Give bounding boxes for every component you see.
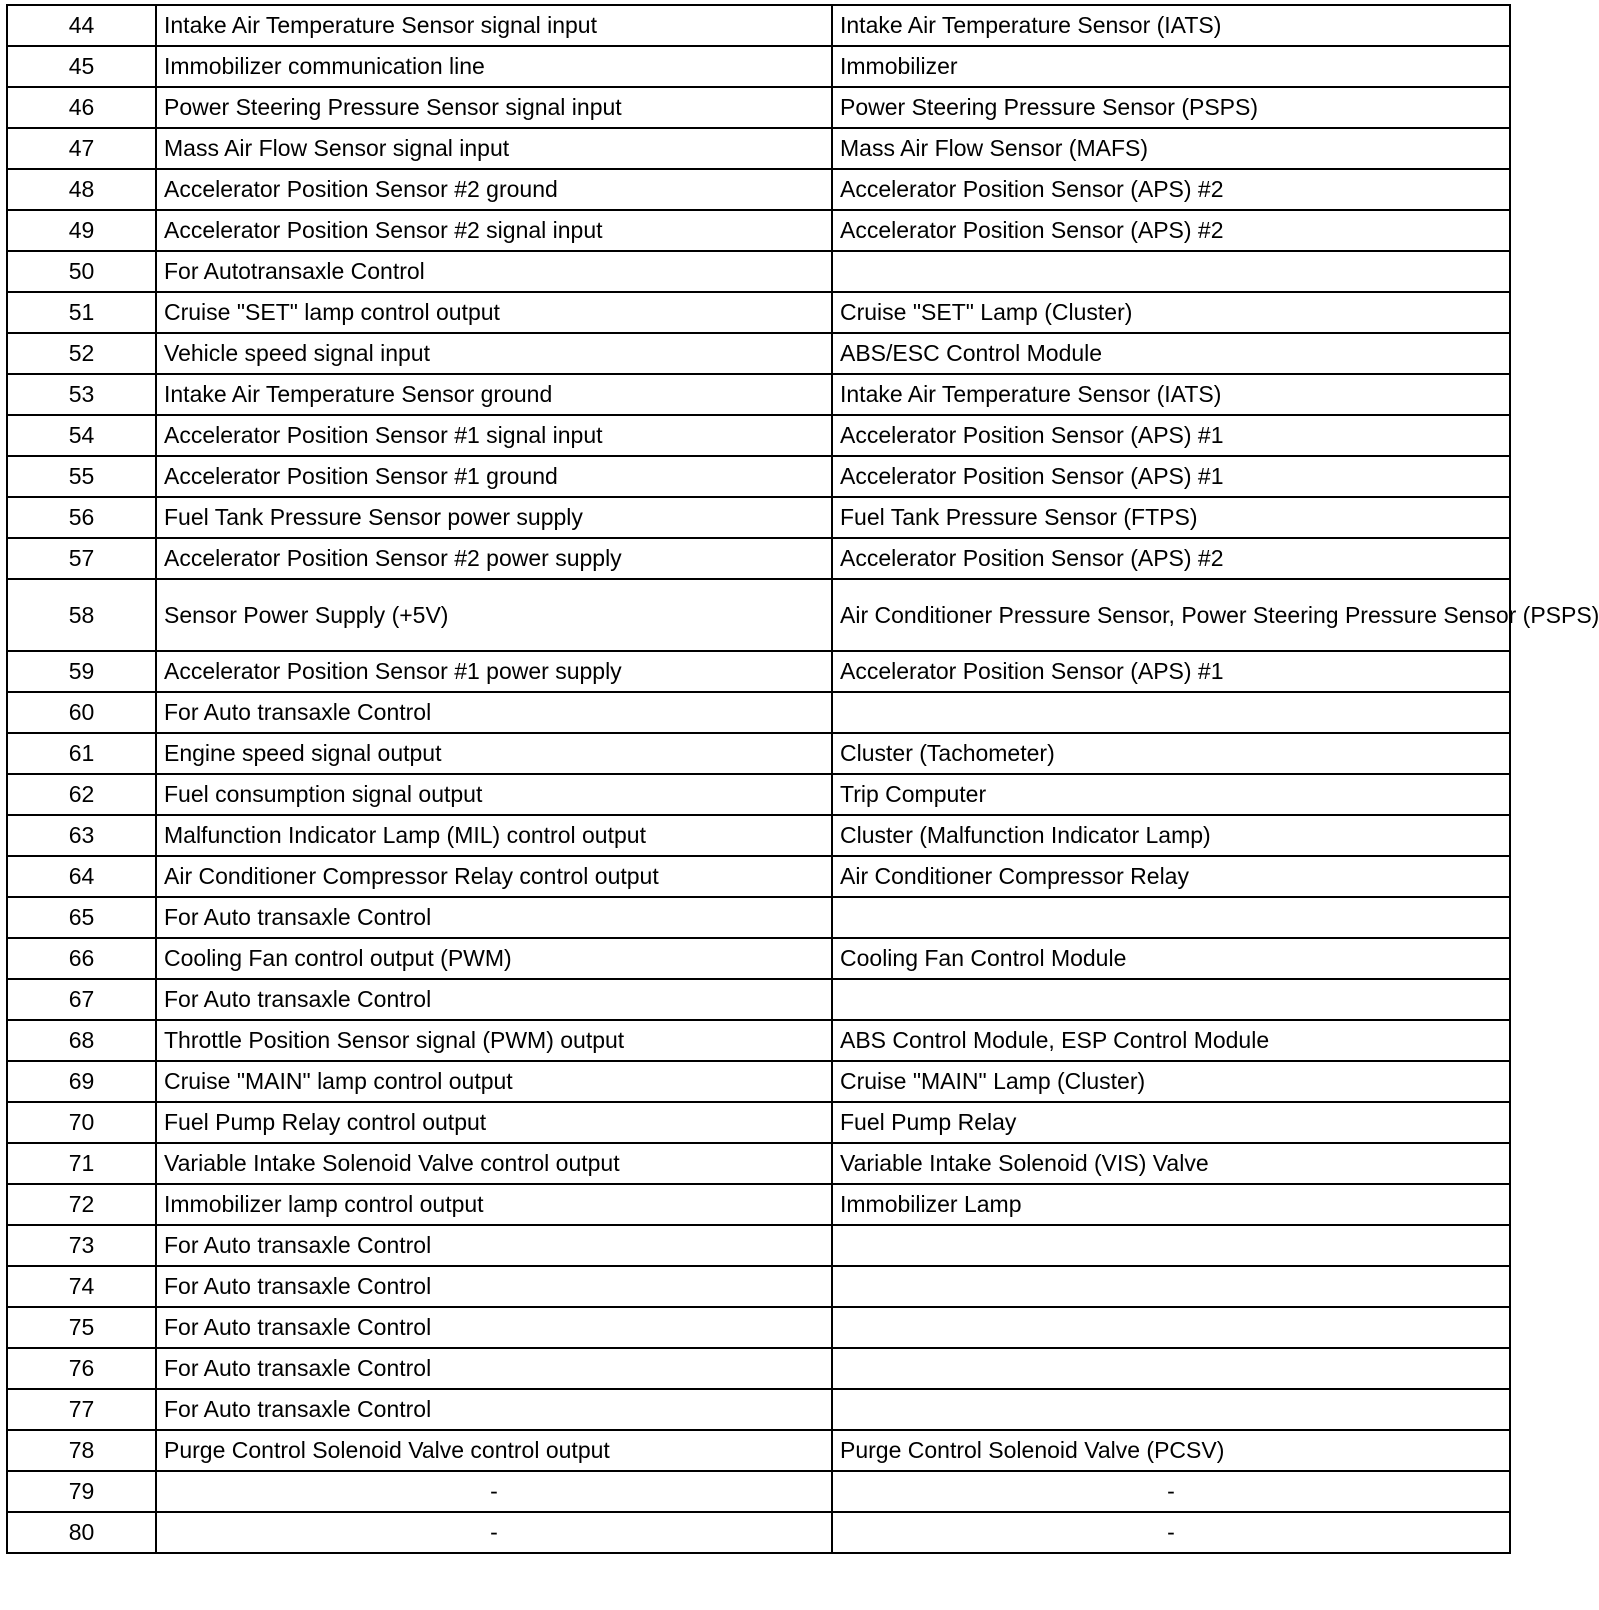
description-cell: - (156, 1512, 832, 1553)
connected-to-cell: Accelerator Position Sensor (APS) #1 (832, 651, 1510, 692)
connected-to-cell: Cluster (Malfunction Indicator Lamp) (832, 815, 1510, 856)
pin-number-cell: 53 (7, 374, 156, 415)
connected-to-cell (832, 979, 1510, 1020)
pin-number-cell: 60 (7, 692, 156, 733)
description-cell: Purge Control Solenoid Valve control output (156, 1430, 832, 1471)
table-row (7, 1266, 1510, 1307)
connected-to-cell: Accelerator Position Sensor (APS) #2 (832, 210, 1510, 251)
connected-to-cell: Power Steering Pressure Sensor (PSPS) (832, 87, 1510, 128)
pin-number-cell: 67 (7, 979, 156, 1020)
description-cell: Fuel Pump Relay control output (156, 1102, 832, 1143)
description-cell: Air Conditioner Compressor Relay control output (156, 856, 832, 897)
pin-number-cell: 49 (7, 210, 156, 251)
pin-number-cell: 77 (7, 1389, 156, 1430)
connected-to-cell (832, 1266, 1510, 1307)
pin-number-cell: 68 (7, 1020, 156, 1061)
pin-number-cell: 46 (7, 87, 156, 128)
table-row (7, 815, 1510, 856)
table-row (7, 1389, 1510, 1430)
description-cell: Accelerator Position Sensor #1 power supply (156, 651, 832, 692)
description-cell: For Auto transaxle Control (156, 692, 832, 733)
connected-to-cell: ABS/ESC Control Module (832, 333, 1510, 374)
table-row (7, 333, 1510, 374)
pin-number-cell: 72 (7, 1184, 156, 1225)
pin-number-cell: 65 (7, 897, 156, 938)
table-row (7, 1020, 1510, 1061)
description-cell: Accelerator Position Sensor #2 signal input (156, 210, 832, 251)
pin-number-cell: 78 (7, 1430, 156, 1471)
table-row (7, 415, 1510, 456)
description-cell: Engine speed signal output (156, 733, 832, 774)
connected-to-cell: Cooling Fan Control Module (832, 938, 1510, 979)
table-row (7, 497, 1510, 538)
description-cell: Cruise "SET" lamp control output (156, 292, 832, 333)
table-row (7, 169, 1510, 210)
table-row (7, 374, 1510, 415)
connected-to-cell: Accelerator Position Sensor (APS) #2 (832, 169, 1510, 210)
connected-to-cell (832, 1307, 1510, 1348)
connected-to-cell: Mass Air Flow Sensor (MAFS) (832, 128, 1510, 169)
description-cell: Malfunction Indicator Lamp (MIL) control output (156, 815, 832, 856)
table-row (7, 292, 1510, 333)
connected-to-cell: Fuel Tank Pressure Sensor (FTPS) (832, 497, 1510, 538)
connected-to-cell: Fuel Pump Relay (832, 1102, 1510, 1143)
table-row (7, 1512, 1510, 1553)
description-cell: For Auto transaxle Control (156, 1307, 832, 1348)
description-cell: For Auto transaxle Control (156, 1348, 832, 1389)
description-cell: For Auto transaxle Control (156, 897, 832, 938)
pin-number-cell: 64 (7, 856, 156, 897)
table-row (7, 456, 1510, 497)
connected-to-cell: Intake Air Temperature Sensor (IATS) (832, 374, 1510, 415)
connected-to-cell: Purge Control Solenoid Valve (PCSV) (832, 1430, 1510, 1471)
pin-number-cell: 47 (7, 128, 156, 169)
connected-to-cell (832, 1225, 1510, 1266)
description-cell: Cruise "MAIN" lamp control output (156, 1061, 832, 1102)
pin-number-cell: 75 (7, 1307, 156, 1348)
description-cell: Sensor Power Supply (+5V) (156, 579, 832, 651)
pin-number-cell: 55 (7, 456, 156, 497)
pin-table-body (7, 5, 1599, 1553)
pin-number-cell: 71 (7, 1143, 156, 1184)
pin-number-cell: 74 (7, 1266, 156, 1307)
table-row (7, 128, 1510, 169)
pin-description-table (6, 4, 1599, 1554)
connected-to-cell: Air Conditioner Compressor Relay (832, 856, 1510, 897)
description-cell: Fuel Tank Pressure Sensor power supply (156, 497, 832, 538)
description-cell: For Auto transaxle Control (156, 1225, 832, 1266)
connected-to-cell: Air Conditioner Pressure Sensor, Power Steering Pressure Sensor (PSPS) (832, 579, 1510, 651)
connected-to-cell: ABS Control Module, ESP Control Module (832, 1020, 1510, 1061)
connected-to-cell (832, 692, 1510, 733)
connected-to-cell (832, 1389, 1510, 1430)
connected-to-cell: - (832, 1471, 1510, 1512)
table-row (7, 5, 1510, 46)
connected-to-cell: Accelerator Position Sensor (APS) #1 (832, 456, 1510, 497)
table-row (7, 733, 1510, 774)
table-row (7, 938, 1510, 979)
pin-number-cell: 48 (7, 169, 156, 210)
connected-to-cell: Accelerator Position Sensor (APS) #1 (832, 415, 1510, 456)
description-cell: Fuel consumption signal output (156, 774, 832, 815)
table-row (7, 651, 1510, 692)
pin-number-cell: 57 (7, 538, 156, 579)
description-cell: Vehicle speed signal input (156, 333, 832, 374)
description-cell: For Auto transaxle Control (156, 979, 832, 1020)
description-cell: Power Steering Pressure Sensor signal input (156, 87, 832, 128)
table-row (7, 1307, 1510, 1348)
table-row (7, 774, 1510, 815)
pin-number-cell: 69 (7, 1061, 156, 1102)
table-row (7, 856, 1510, 897)
description-cell: Intake Air Temperature Sensor signal input (156, 5, 832, 46)
description-cell: Immobilizer communication line (156, 46, 832, 87)
pin-number-cell: 58 (7, 579, 156, 651)
table-row (7, 579, 1510, 651)
connected-to-cell (832, 1348, 1510, 1389)
pin-number-cell: 56 (7, 497, 156, 538)
pin-number-cell: 73 (7, 1225, 156, 1266)
table-row (7, 897, 1510, 938)
connected-to-cell (832, 251, 1510, 292)
pin-number-cell: 51 (7, 292, 156, 333)
pin-number-cell: 66 (7, 938, 156, 979)
pin-number-cell: 76 (7, 1348, 156, 1389)
description-cell: For Auto transaxle Control (156, 1266, 832, 1307)
pin-number-cell: 44 (7, 5, 156, 46)
connected-to-cell: Cluster (Tachometer) (832, 733, 1510, 774)
table-row (7, 210, 1510, 251)
connected-to-cell: - (832, 1512, 1510, 1553)
table-row (7, 1184, 1510, 1225)
table-row (7, 251, 1510, 292)
pin-number-cell: 45 (7, 46, 156, 87)
description-cell: Mass Air Flow Sensor signal input (156, 128, 832, 169)
pin-number-cell: 54 (7, 415, 156, 456)
description-cell: Accelerator Position Sensor #1 signal input (156, 415, 832, 456)
description-cell: Immobilizer lamp control output (156, 1184, 832, 1225)
pin-number-cell: 62 (7, 774, 156, 815)
table-row (7, 1225, 1510, 1266)
connected-to-cell: Immobilizer Lamp (832, 1184, 1510, 1225)
description-cell: For Auto transaxle Control (156, 1389, 832, 1430)
description-cell: Variable Intake Solenoid Valve control output (156, 1143, 832, 1184)
table-row (7, 1348, 1510, 1389)
connected-to-cell (832, 897, 1510, 938)
table-row (7, 1061, 1510, 1102)
pin-number-cell: 52 (7, 333, 156, 374)
description-cell: Accelerator Position Sensor #2 power supply (156, 538, 832, 579)
pin-number-cell: 61 (7, 733, 156, 774)
description-cell: Cooling Fan control output (PWM) (156, 938, 832, 979)
table-row (7, 87, 1510, 128)
description-cell: For Autotransaxle Control (156, 251, 832, 292)
description-cell: Accelerator Position Sensor #1 ground (156, 456, 832, 497)
table-row (7, 1102, 1510, 1143)
table-row (7, 1471, 1510, 1512)
description-cell: Intake Air Temperature Sensor ground (156, 374, 832, 415)
pin-number-cell: 63 (7, 815, 156, 856)
connected-to-cell: Immobilizer (832, 46, 1510, 87)
table-row (7, 1430, 1510, 1471)
description-cell: Throttle Position Sensor signal (PWM) output (156, 1020, 832, 1061)
table-row (7, 46, 1510, 87)
table-row (7, 1143, 1510, 1184)
table-row (7, 979, 1510, 1020)
connected-to-cell: Cruise "MAIN" Lamp (Cluster) (832, 1061, 1510, 1102)
pin-number-cell: 59 (7, 651, 156, 692)
description-cell: - (156, 1471, 832, 1512)
pin-number-cell: 80 (7, 1512, 156, 1553)
table-row (7, 538, 1510, 579)
connected-to-cell: Trip Computer (832, 774, 1510, 815)
connected-to-cell: Intake Air Temperature Sensor (IATS) (832, 5, 1510, 46)
table-row (7, 692, 1510, 733)
pin-number-cell: 70 (7, 1102, 156, 1143)
description-cell: Accelerator Position Sensor #2 ground (156, 169, 832, 210)
pin-number-cell: 50 (7, 251, 156, 292)
pin-number-cell: 79 (7, 1471, 156, 1512)
connected-to-cell: Cruise "SET" Lamp (Cluster) (832, 292, 1510, 333)
connected-to-cell: Variable Intake Solenoid (VIS) Valve (832, 1143, 1510, 1184)
connected-to-cell: Accelerator Position Sensor (APS) #2 (832, 538, 1510, 579)
